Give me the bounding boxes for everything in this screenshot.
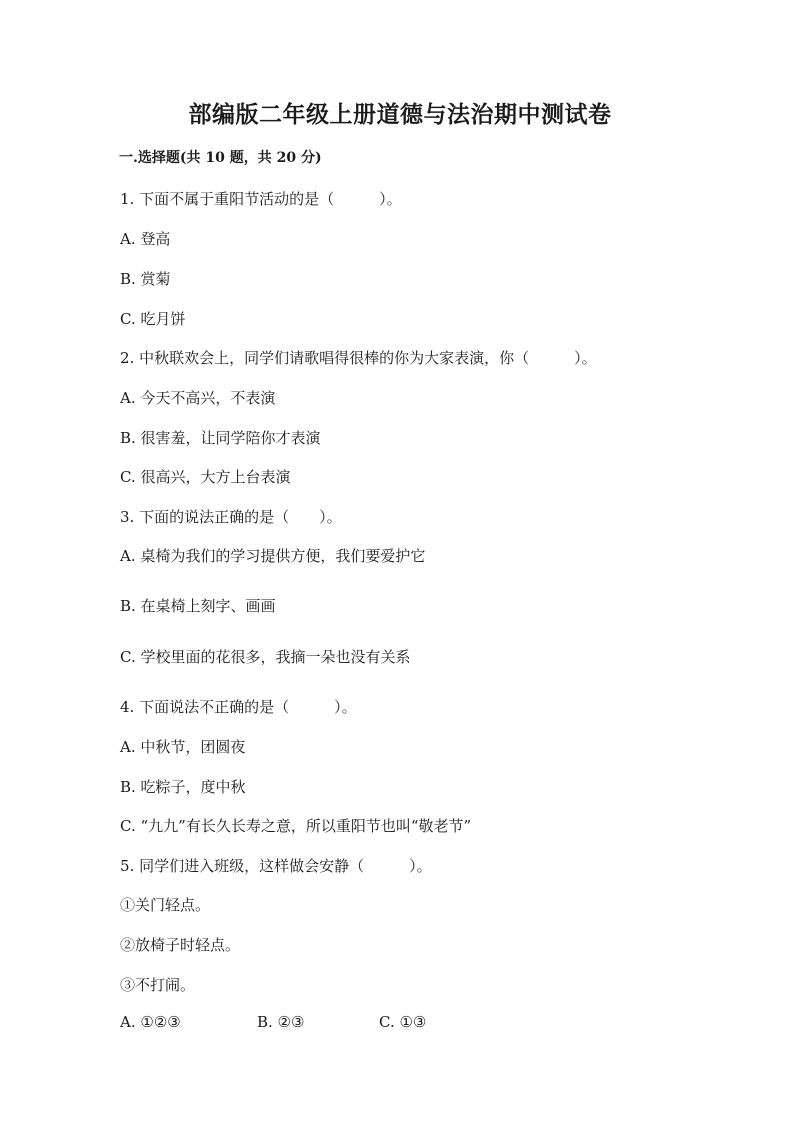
- question-stem: 3. 下面的说法正确的是（ ）。: [120, 508, 342, 526]
- option-b: B. 赏菊: [120, 270, 171, 288]
- option-b: B. 在桌椅上刻字、画画: [120, 597, 276, 615]
- option-c: C. “九九”有长久长寿之意，所以重阳节也叫“敬老节”: [120, 817, 472, 835]
- question-stem: 4. 下面说法不正确的是（ ）。: [120, 698, 357, 716]
- question-stem: 2. 中秋联欢会上，同学们请歌唱得很棒的你为大家表演，你（ ）。: [120, 349, 597, 367]
- option-c: C. 学校里面的花很多，我摘一朵也没有关系: [120, 648, 411, 666]
- option-b: B. 吃粽子，度中秋: [120, 778, 246, 796]
- statement-item: ①关门轻点。: [120, 896, 211, 914]
- option-c: C. 很高兴，大方上台表演: [120, 468, 291, 486]
- option-a: A. 今天不高兴，不表演: [120, 389, 276, 407]
- question-stem: 1. 下面不属于重阳节活动的是（ ）。: [120, 190, 402, 208]
- option-c: C. 吃月饼: [120, 310, 186, 328]
- option-b: B. 很害羞，让同学陪你才表演: [120, 429, 321, 447]
- statement-item: ②放椅子时轻点。: [120, 936, 241, 954]
- section-heading: 一.选择题(共 10 题，共 20 分): [119, 150, 322, 166]
- option-a: A. 登高: [120, 230, 171, 248]
- option-a: A. ①②③: [120, 1013, 181, 1031]
- statement-item: ③不打闹。: [120, 976, 196, 994]
- option-c: C. ①③: [379, 1013, 427, 1031]
- question-stem: 5. 同学们进入班级，这样做会安静（ ）。: [120, 857, 432, 875]
- option-a: A. 桌椅为我们的学习提供方便，我们要爱护它: [120, 547, 426, 565]
- page-title: 部编版二年级上册道德与法治期中测试卷: [188, 101, 612, 128]
- option-a: A. 中秋节，团圆夜: [120, 738, 246, 756]
- option-b: B. ②③: [257, 1013, 305, 1031]
